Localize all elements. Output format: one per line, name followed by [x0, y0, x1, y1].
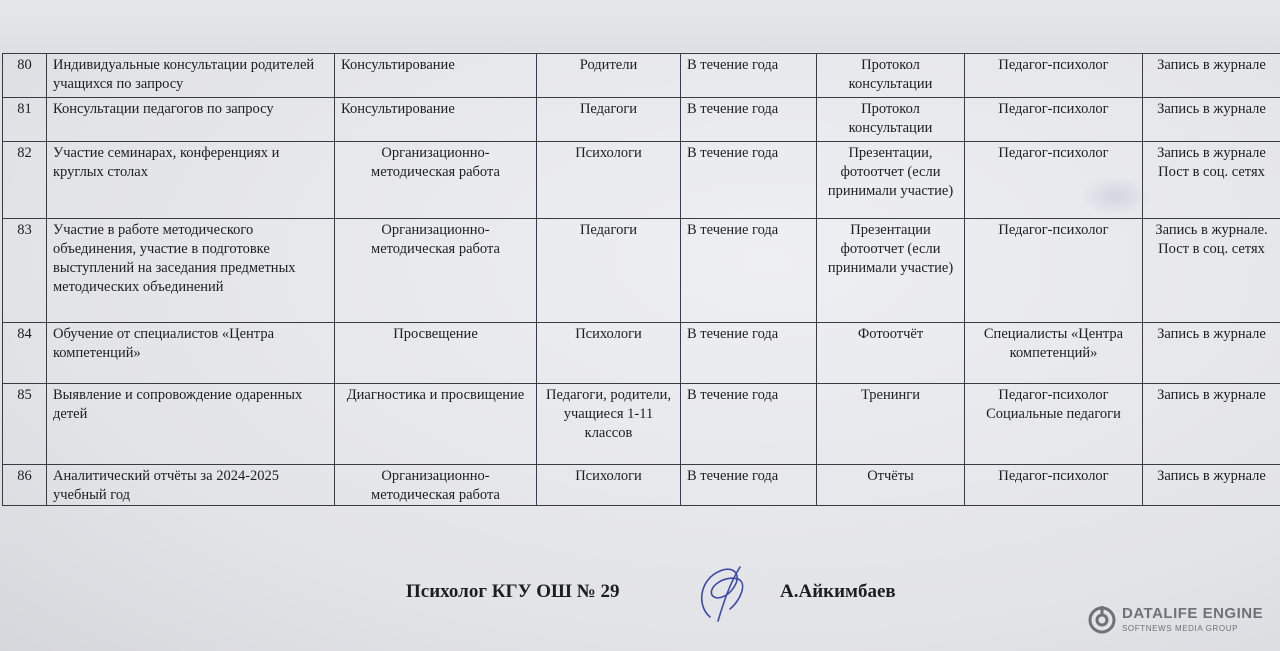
activity-name: Аналитический отчёты за 2024-2025 учебный год: [47, 465, 335, 506]
activity-form: Организационно-методическая работа: [335, 219, 537, 323]
period: В течение года: [681, 384, 817, 465]
period: В течение года: [681, 98, 817, 142]
table-row: [3, 465, 1280, 506]
activity-name: Обучение от специалистов «Центра компетенций»: [47, 323, 335, 384]
activity-name: Индивидуальные консультации родителей учащихся по запросу: [47, 54, 335, 98]
datalife-logo-icon: [1088, 606, 1116, 634]
report-form: Запись в журнале: [1143, 98, 1280, 142]
signer-position: Психолог КГУ ОШ № 29: [406, 581, 620, 602]
period: В течение года: [681, 142, 817, 219]
activity-form: Диагностика и просвищение: [335, 384, 537, 465]
responsible: Педагог-психолог: [965, 142, 1143, 219]
activity-form: Организационно-методическая работа: [335, 465, 537, 506]
report-form: Запись в журнале. Пост в соц. сетях: [1143, 219, 1280, 323]
table-row: [3, 323, 1280, 384]
responsible: Педагог-психолог: [965, 98, 1143, 142]
participants: Педагоги: [537, 98, 681, 142]
result: Отчёты: [817, 465, 965, 506]
result: Протокол консультации: [817, 98, 965, 142]
row-number: 83: [3, 219, 47, 323]
activity-name: Выявление и сопровождение одаренных детей: [47, 384, 335, 465]
period: В течение года: [681, 323, 817, 384]
result: Протокол консультации: [817, 54, 965, 98]
faint-stamp-mark: [1080, 176, 1150, 216]
period: В течение года: [681, 54, 817, 98]
participants: Педагоги: [537, 219, 681, 323]
table-row: [3, 98, 1280, 142]
row-number: 84: [3, 323, 47, 384]
participants: Психологи: [537, 142, 681, 219]
responsible: Педагог-психолог: [965, 465, 1143, 506]
handwritten-signature: [690, 561, 756, 625]
activity-form: Консультирование: [335, 98, 537, 142]
responsible: Педагог-психолог: [965, 219, 1143, 323]
participants: Родители: [537, 54, 681, 98]
activity-form: Организационно-методическая работа: [335, 142, 537, 219]
result: Презентации фотоотчет (если принимали участие): [817, 219, 965, 323]
watermark-subtitle: SOFTNEWS MEDIA GROUP: [1122, 624, 1239, 633]
participants: Психологи: [537, 323, 681, 384]
result: Презентации, фотоотчет (если принимали участие): [817, 142, 965, 219]
row-number: 82: [3, 142, 47, 219]
report-form: Запись в журнале: [1143, 384, 1280, 465]
participants: Педагоги, родители, учащиеся 1-11 классов: [537, 384, 681, 465]
activity-name: Участие в работе методического объединения, участие в подготовке выступлений на заседания предметных методических объединений: [47, 219, 335, 323]
participants: Психологи: [537, 465, 681, 506]
responsible: Специалисты «Центра компетенций»: [965, 323, 1143, 384]
table-row: [3, 219, 1280, 323]
result: Тренинги: [817, 384, 965, 465]
report-form: Запись в журнале: [1143, 323, 1280, 384]
activity-name: Участие семинарах, конференциях и круглых столах: [47, 142, 335, 219]
period: В течение года: [681, 219, 817, 323]
signer-name: А.Айкимбаев: [780, 581, 896, 602]
activity-name: Консультации педагогов по запросу: [47, 98, 335, 142]
row-number: 86: [3, 465, 47, 506]
period: В течение года: [681, 465, 817, 506]
row-number: 80: [3, 54, 47, 98]
table-row: [3, 54, 1280, 98]
work-plan-table: [2, 53, 1280, 506]
activity-form: Просвещение: [335, 323, 537, 384]
report-form: Запись в журнале Пост в соц. сетях: [1143, 142, 1280, 219]
report-form: Запись в журнале: [1143, 465, 1280, 506]
row-number: 85: [3, 384, 47, 465]
page-top-margin: [0, 0, 1280, 52]
responsible: Педагог-психолог Социальные педагоги: [965, 384, 1143, 465]
table-row: [3, 384, 1280, 465]
watermark-title: DATALIFE ENGINE: [1122, 605, 1264, 622]
row-number: 81: [3, 98, 47, 142]
activity-form: Консультирование: [335, 54, 537, 98]
report-form: Запись в журнале: [1143, 54, 1280, 98]
site-watermark: [1088, 604, 1268, 638]
result: Фотоотчёт: [817, 323, 965, 384]
responsible: Педагог-психолог: [965, 54, 1143, 98]
